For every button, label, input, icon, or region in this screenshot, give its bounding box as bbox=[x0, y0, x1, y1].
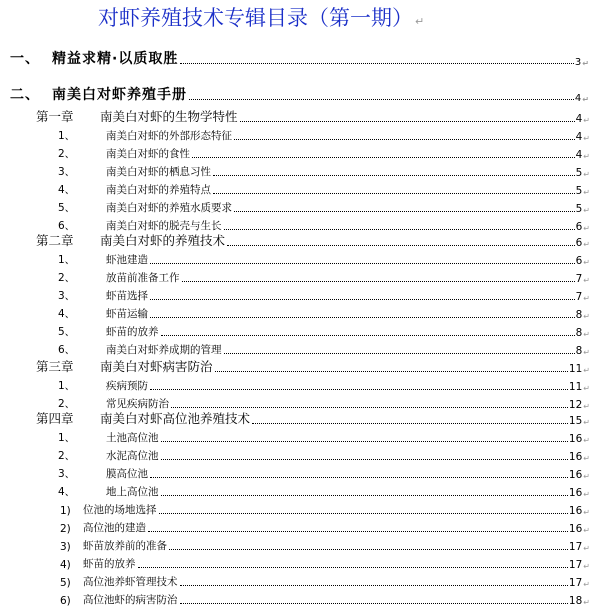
toc-entry-page-number: 4 bbox=[574, 93, 582, 104]
paragraph-mark-icon: ↵ bbox=[583, 598, 590, 607]
paragraph-mark-icon: ↵ bbox=[583, 366, 590, 375]
dot-leader bbox=[180, 62, 574, 64]
dot-leader bbox=[150, 388, 568, 390]
toc-entry-page-number: 4 bbox=[575, 113, 583, 125]
paragraph-mark-icon: ↵ bbox=[583, 436, 590, 445]
toc-entry-number: 3、 bbox=[58, 166, 76, 178]
paragraph-mark-icon: ↵ bbox=[583, 116, 590, 125]
toc-entry-number: 3、 bbox=[58, 290, 76, 302]
dot-leader bbox=[234, 138, 575, 140]
toc-entry-number: 2) bbox=[60, 523, 71, 535]
toc-entry-page-number: 7 bbox=[575, 273, 583, 285]
paragraph-mark-icon: ↵ bbox=[583, 544, 590, 553]
toc-entry-label: 膜高位池 bbox=[106, 468, 148, 480]
toc-entry-page-number: 18 bbox=[568, 595, 583, 607]
paragraph-mark-icon: ↵ bbox=[583, 490, 590, 499]
toc-entry-label: 高位池养虾管理技术 bbox=[83, 576, 178, 588]
toc-entry-page-number: 8 bbox=[575, 309, 583, 321]
toc-entry-page-number: 4 bbox=[575, 131, 583, 143]
toc-entry-page-number: 6 bbox=[575, 221, 583, 233]
toc-entry-label: 虾池建造 bbox=[106, 254, 148, 266]
toc-entry-label: 高位池虾的病害防治 bbox=[83, 594, 178, 606]
paragraph-mark-icon: ↵ bbox=[583, 134, 590, 143]
dot-leader bbox=[213, 192, 575, 194]
dot-leader bbox=[159, 512, 568, 514]
toc-entry-label: 南美白对虾养殖手册 bbox=[52, 87, 187, 103]
paragraph-mark-icon: ↵ bbox=[583, 580, 590, 589]
toc-entry-label: 虾苗的放养 bbox=[83, 558, 136, 570]
paragraph-mark-icon: ↵ bbox=[583, 240, 590, 249]
toc-entry[interactable] bbox=[58, 445, 590, 463]
toc-title-text: 对虾养殖技术专辑目录（第一期） bbox=[98, 6, 413, 30]
dot-leader bbox=[150, 298, 575, 300]
paragraph-mark-icon: ↵ bbox=[583, 312, 590, 321]
toc-entry-page-number: 16 bbox=[568, 523, 583, 535]
dot-leader bbox=[161, 494, 568, 496]
toc-entry-label: 南美白对虾的养殖特点 bbox=[106, 184, 211, 196]
toc-entry-page-number: 11 bbox=[568, 381, 583, 393]
paragraph-mark-icon: ↵ bbox=[583, 418, 590, 427]
toc-entry[interactable] bbox=[60, 589, 590, 607]
toc-entry-number: 一、 bbox=[10, 51, 40, 67]
toc-entry-page-number: 5 bbox=[575, 203, 583, 215]
toc-entry-page-number: 8 bbox=[575, 327, 583, 339]
toc-entry[interactable] bbox=[58, 481, 590, 499]
toc-entry-label: 南美白对虾的食性 bbox=[106, 148, 190, 160]
toc-entry-number: 第一章 bbox=[36, 109, 74, 124]
paragraph-mark-icon: ↵ bbox=[583, 152, 590, 161]
toc-entry-number: 2、 bbox=[58, 450, 76, 462]
toc-entry[interactable] bbox=[58, 179, 590, 197]
toc-entry[interactable] bbox=[60, 571, 590, 589]
paragraph-mark-icon: ↵ bbox=[583, 294, 590, 303]
toc-entry-page-number: 7 bbox=[575, 291, 583, 303]
toc-entry-label: 精益求精·以质取胜 bbox=[52, 51, 179, 67]
toc-entry-number: 5、 bbox=[58, 326, 76, 338]
paragraph-mark-icon: ↵ bbox=[583, 206, 590, 215]
toc-entry[interactable] bbox=[58, 463, 590, 481]
toc-entry-page-number: 5 bbox=[575, 185, 583, 197]
paragraph-mark-icon: ↵ bbox=[583, 526, 590, 535]
toc-entry[interactable] bbox=[58, 143, 590, 161]
toc-entry-label: 南美白对虾的外部形态特征 bbox=[106, 130, 232, 142]
dot-leader bbox=[227, 244, 575, 246]
toc-entry-number: 第三章 bbox=[36, 359, 74, 374]
toc-entry-page-number: 16 bbox=[568, 469, 583, 481]
dot-leader bbox=[189, 98, 574, 100]
paragraph-mark-icon: ↵ bbox=[583, 258, 590, 267]
dot-leader bbox=[150, 262, 575, 264]
dot-leader bbox=[240, 120, 575, 122]
toc-entry[interactable] bbox=[58, 161, 590, 179]
dot-leader bbox=[161, 440, 568, 442]
toc-entry-label: 南美白对虾的养殖水质要求 bbox=[106, 202, 232, 214]
paragraph-mark-icon: ↵ bbox=[582, 59, 590, 68]
toc-entry[interactable] bbox=[60, 517, 590, 535]
toc-entry-number: 6) bbox=[60, 595, 71, 607]
toc-entry-number: 3、 bbox=[58, 468, 76, 480]
toc-entry-number: 2、 bbox=[58, 398, 76, 410]
toc-entry-number: 6、 bbox=[58, 220, 76, 232]
toc-entry-label: 土池高位池 bbox=[106, 432, 159, 444]
toc-entry-page-number: 6 bbox=[575, 255, 583, 267]
toc-entry[interactable] bbox=[10, 80, 590, 104]
toc-entry-page-number: 16 bbox=[568, 433, 583, 445]
toc-entry-page-number: 15 bbox=[568, 415, 583, 427]
toc-entry-page-number: 11 bbox=[568, 363, 583, 375]
toc-entry-page-number: 5 bbox=[575, 167, 583, 179]
toc-entry[interactable] bbox=[58, 321, 590, 339]
toc-entry[interactable] bbox=[36, 107, 590, 125]
dot-leader bbox=[161, 334, 575, 336]
paragraph-mark-icon: ↵ bbox=[415, 15, 425, 28]
toc-entry-number: 4) bbox=[60, 559, 71, 571]
dot-leader bbox=[224, 352, 575, 354]
toc-entry-label: 虾苗放养前的准备 bbox=[83, 540, 167, 552]
toc-entry-number: 1、 bbox=[58, 380, 76, 392]
toc-entry-page-number: 3 bbox=[574, 57, 582, 68]
dot-leader bbox=[171, 406, 568, 408]
toc-entry-page-number: 16 bbox=[568, 505, 583, 517]
toc-entry-number: 二、 bbox=[10, 87, 40, 103]
toc-entry-number: 6、 bbox=[58, 344, 76, 356]
toc-entry[interactable] bbox=[58, 267, 590, 285]
toc-entry-label: 南美白对虾的栖息习性 bbox=[106, 166, 211, 178]
toc-entry-label: 常见疾病防治 bbox=[106, 398, 169, 410]
toc-entry-label: 南美白对虾养成期的管理 bbox=[106, 344, 222, 356]
dot-leader bbox=[215, 370, 568, 372]
toc-entry-page-number: 8 bbox=[575, 345, 583, 357]
toc-entry-number: 5) bbox=[60, 577, 71, 589]
toc-entry-number: 2、 bbox=[58, 272, 76, 284]
dot-leader bbox=[148, 530, 568, 532]
toc-entry-page-number: 12 bbox=[568, 399, 583, 411]
toc-entry[interactable] bbox=[36, 357, 590, 375]
toc-entry-label: 南美白对虾高位池养殖技术 bbox=[100, 411, 251, 426]
toc-entry-label: 高位池的建造 bbox=[83, 522, 146, 534]
paragraph-mark-icon: ↵ bbox=[583, 562, 590, 571]
toc-entry-label: 水泥高位池 bbox=[106, 450, 159, 462]
dot-leader bbox=[180, 602, 568, 604]
paragraph-mark-icon: ↵ bbox=[583, 508, 590, 517]
paragraph-mark-icon: ↵ bbox=[583, 170, 590, 179]
dot-leader bbox=[234, 210, 575, 212]
toc-entry[interactable] bbox=[60, 535, 590, 553]
toc-entry-label: 疾病预防 bbox=[106, 380, 148, 392]
toc-entry-number: 1、 bbox=[58, 432, 76, 444]
paragraph-mark-icon: ↵ bbox=[582, 95, 590, 104]
dot-leader bbox=[224, 228, 575, 230]
dot-leader bbox=[138, 566, 568, 568]
toc-entry-page-number: 17 bbox=[568, 577, 583, 589]
toc-entry[interactable] bbox=[58, 125, 590, 143]
toc-entry-page-number: 6 bbox=[575, 237, 583, 249]
dot-leader bbox=[252, 422, 568, 424]
dot-leader bbox=[161, 458, 568, 460]
dot-leader bbox=[150, 316, 575, 318]
toc-entry[interactable] bbox=[58, 197, 590, 215]
paragraph-mark-icon: ↵ bbox=[583, 384, 590, 393]
toc-entry[interactable] bbox=[58, 303, 590, 321]
toc-entry[interactable] bbox=[58, 339, 590, 357]
toc-entry-label: 虾苗选择 bbox=[106, 290, 148, 302]
paragraph-mark-icon: ↵ bbox=[583, 188, 590, 197]
toc-entry-label: 虾苗运输 bbox=[106, 308, 148, 320]
toc-entry-page-number: 16 bbox=[568, 451, 583, 463]
toc-entry[interactable] bbox=[60, 499, 590, 517]
toc-entry-number: 1、 bbox=[58, 130, 76, 142]
toc-entry-label: 南美白对虾的脱壳与生长 bbox=[106, 220, 222, 232]
paragraph-mark-icon: ↵ bbox=[583, 330, 590, 339]
toc-entry-label: 放苗前准备工作 bbox=[106, 272, 180, 284]
toc-entry[interactable] bbox=[36, 409, 590, 427]
toc-entry[interactable] bbox=[60, 553, 590, 571]
toc-entry[interactable] bbox=[58, 285, 590, 303]
paragraph-mark-icon: ↵ bbox=[583, 402, 590, 411]
dot-leader bbox=[169, 548, 568, 550]
toc-entry-number: 3) bbox=[60, 541, 71, 553]
toc-entry-number: 第四章 bbox=[36, 411, 74, 426]
toc-entry-page-number: 17 bbox=[568, 541, 583, 553]
dot-leader bbox=[182, 280, 575, 282]
toc-entry[interactable] bbox=[10, 44, 590, 68]
toc-entry[interactable] bbox=[58, 249, 590, 267]
toc-entry-number: 5、 bbox=[58, 202, 76, 214]
paragraph-mark-icon: ↵ bbox=[583, 472, 590, 481]
toc-entry-label: 位池的场地选择 bbox=[83, 504, 157, 516]
toc-entry-number: 4、 bbox=[58, 184, 76, 196]
dot-leader bbox=[180, 584, 568, 586]
toc-entry-page-number: 4 bbox=[575, 149, 583, 161]
toc-entry-label: 地上高位池 bbox=[106, 486, 159, 498]
toc-entry-label: 虾苗的放养 bbox=[106, 326, 159, 338]
toc-entry[interactable] bbox=[58, 427, 590, 445]
toc-title bbox=[98, 4, 424, 32]
toc-entry-page-number: 16 bbox=[568, 487, 583, 499]
toc-entry-number: 1) bbox=[60, 505, 71, 517]
toc-entry-label: 南美白对虾的生物学特性 bbox=[100, 109, 238, 124]
toc-entry[interactable] bbox=[36, 231, 590, 249]
dot-leader bbox=[213, 174, 575, 176]
dot-leader bbox=[150, 476, 568, 478]
toc-entry-number: 第二章 bbox=[36, 233, 74, 248]
toc-entry-number: 2、 bbox=[58, 148, 76, 160]
paragraph-mark-icon: ↵ bbox=[583, 224, 590, 233]
dot-leader bbox=[192, 156, 575, 158]
toc-entry-label: 南美白对虾的养殖技术 bbox=[100, 233, 226, 248]
paragraph-mark-icon: ↵ bbox=[583, 276, 590, 285]
toc-entry-number: 4、 bbox=[58, 486, 76, 498]
toc-entry-page-number: 17 bbox=[568, 559, 583, 571]
paragraph-mark-icon: ↵ bbox=[583, 348, 590, 357]
paragraph-mark-icon: ↵ bbox=[583, 454, 590, 463]
toc-entry-label: 南美白对虾病害防治 bbox=[100, 359, 213, 374]
toc-entry-number: 4、 bbox=[58, 308, 76, 320]
toc-entry-number: 1、 bbox=[58, 254, 76, 266]
toc-entry[interactable] bbox=[58, 375, 590, 393]
